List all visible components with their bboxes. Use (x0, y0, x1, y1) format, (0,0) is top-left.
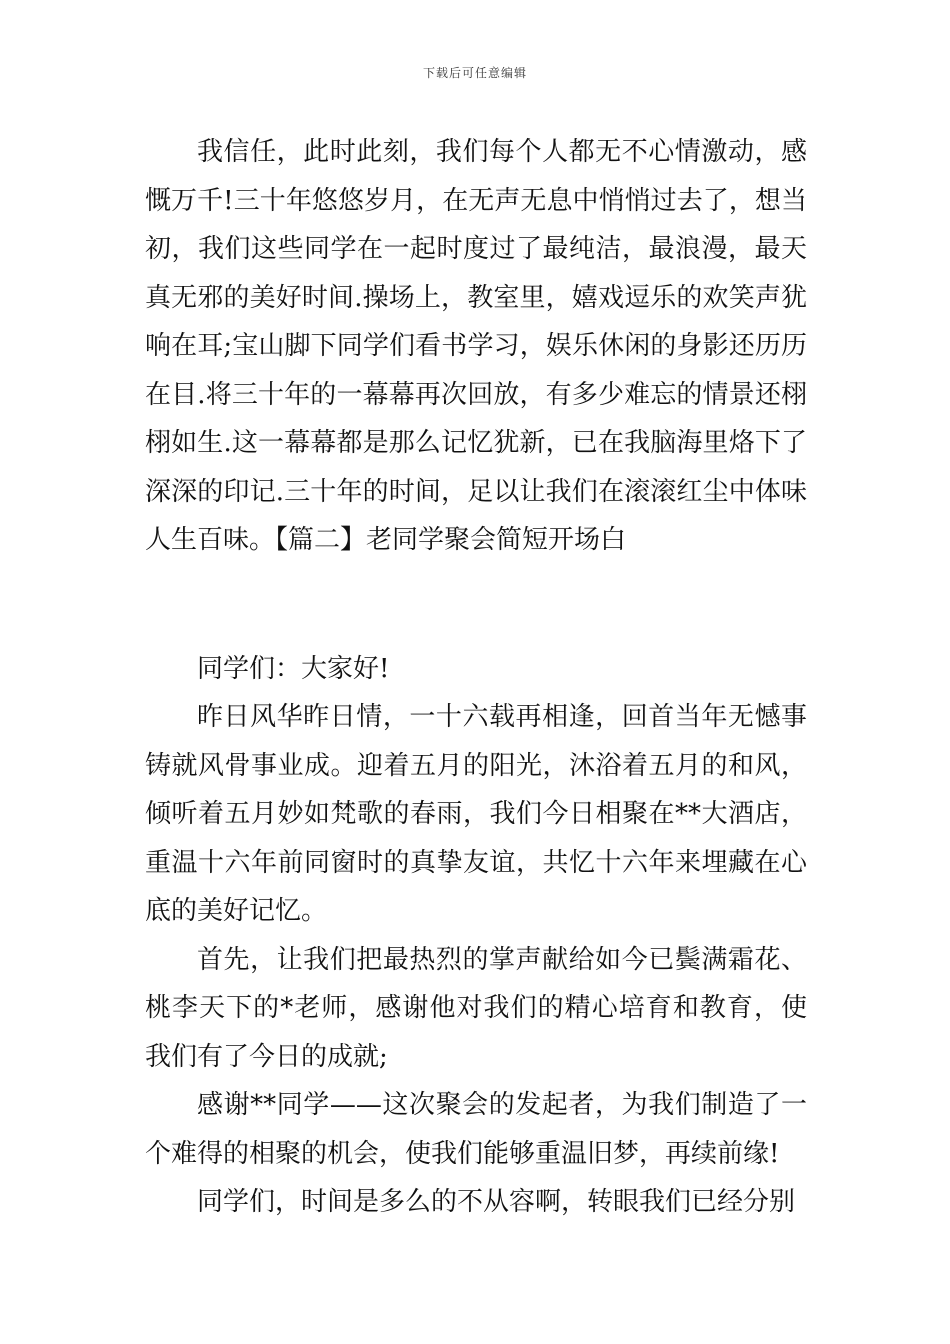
paragraph-time-passing: 同学们，时间是多么的不从容啊，转眼我们已经分别 (197, 1187, 796, 1217)
paragraph-reunion: 昨日风华昨日情，一十六载再相逢，回首当年无憾事铸就风骨事业成。迎着五月的阳光，沐浴着五月的和风，倾听着五月妙如梵歌的春雨，我们今日相聚在**大酒店，重温十六年前同窗时的真挚友谊，共忆十六年来埋藏在心底的美好记忆。 (145, 702, 807, 926)
paragraph-organizer-thanks: 感谢**同学——这次聚会的发起者，为我们制造了一个难得的相聚的机会，使我们能够重温旧梦，再续前缘! (145, 1090, 807, 1169)
paragraph-intro: 我信任，此时此刻，我们每个人都无不心情激动，感慨万千!三十年悠悠岁月，在无声无息中悄悄过去了，想当初，我们这些同学在一起时度过了最纯洁，最浪漫，最天真无邪的美好时间.操场上，教室里，嬉戏逗乐的欢笑声犹响在耳;宝山脚下同学们看书学习，娱乐休闲的身影还历历在目.将三十年的一幕幕再次回放，有多少难忘的情景还栩栩如生.这一幕幕都是那么记忆犹新，已在我脑海里烙下了深深的印记.三十年的时间，足以让我们在滚滚红尘中体味人生百味。【篇二】老同学聚会简短开场白 (145, 137, 807, 555)
paragraph-greeting: 同学们：大家好! (197, 653, 390, 684)
section-gap (145, 565, 807, 645)
paragraph-teacher-thanks: 首先，让我们把最热烈的掌声献给如今已鬓满霜花、桃李天下的*老师，感谢他对我们的精心培育和教育，使我们有了今日的成就; (145, 944, 807, 1072)
page-header: 下载后可任意编辑 (422, 66, 527, 80)
document-body (145, 128, 807, 1227)
